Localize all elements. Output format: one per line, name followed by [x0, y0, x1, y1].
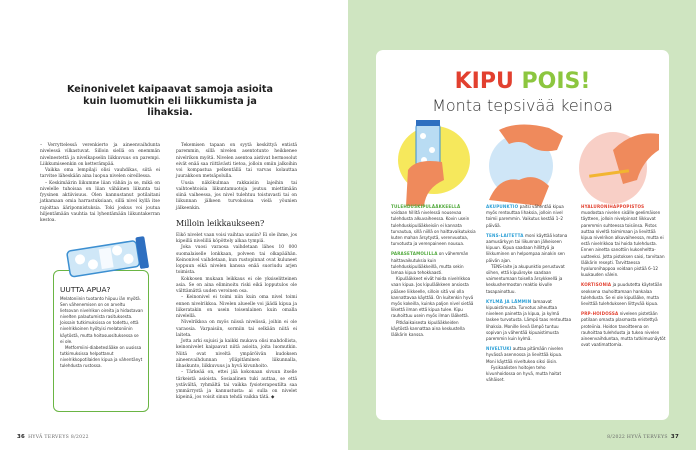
column-physical-therapy	[486, 204, 572, 387]
lead-paracetamol: PARASETAMOLILLA	[391, 251, 438, 257]
body-column-1	[40, 143, 160, 224]
text: ja puudutetta käytetään seoksena rauhoittamaan hankalaa tulehdusta. Se ei ole kipulääke, mutta lievittää tulehdukseen liittyvää kipua.	[581, 282, 663, 307]
card-title	[376, 70, 669, 94]
lead-cold-heat: KYLMÄ JA LÄMMIN	[486, 298, 532, 304]
folio-left	[14, 434, 89, 440]
lead-prp: PRP-HOIDOSSA	[581, 311, 619, 317]
text: lamaavat kipuaistimusta. Turvotus aiheuttaa niveleen painetta ja kipua, ja kylmä laskee turvotusta. Lämpö taas rentouttaa lihaksia. Monille lievä lämpö tuntuu sopivan ja vähentää kipuaistimusta paremmin kuin kylmä.	[486, 298, 572, 342]
text: muodostaa nivelen sisälle geelimäisen täytteen, jolloin nivelpinnat liikkuvat paremmin suhteessa toisiinsa. Pistos auttaa niveltä toimimaan ja lievittää kipua nivelrikon alkuvaiheessa, mutta ei estä nivelrikkoa tai hoida tulehdusta. Ennen ainetta sanottiin kukonhelttauutteeksi. Jotta pistoksen saisi, tarvitaan lääkärin resepti. Tarvittaessa hyaluronihappoa voidaan pistää 6–12 kuukauden välein.	[581, 210, 665, 278]
paragraph: – Keinonivel ei toimi niin kuin oma nivel toimi ennen nivelrikkoa. Nivelen alueelle voi jäädä kipua ja liikeratakin on usein toisenlainen kuin omalla nivelellä.	[176, 295, 297, 319]
box-paragraph: Metformiini-diabeteslääke on uusissa tutkimuksissa helpottanut nivelrikkopotilaiden kipua ja vähentänyt tulehdusta rustossa.	[60, 344, 143, 369]
text: moni käyttää kotona aamusärkyyn tai liikunnan jälkeiseen kipuun. Kipua saadaan hillittyä ja liikkuminen on helpompaa ainakin sen päivän ajan.	[486, 232, 568, 263]
folio-right	[607, 434, 682, 440]
paragraph: – Verryttelessä verenkierto ja aineenvaihdunta nivelessä vilkastuvat. Silloin siellä on enemmän nivelnestettä ja nivelkapselin liikkuvuus on parempi. Liikkumiseenkin on ketterämpää.	[40, 143, 160, 167]
text: on vähemmän haittavaikutuksia kuin tulehduskipulääkkeillä, mutta sekin lamaa kipua tehokkaasti.	[391, 251, 469, 276]
lead-tens: TENS-LAITETTA	[486, 232, 524, 238]
paragraph: Kokkosen mukaan leikkaus ei ole yksiselitteinen asia. Se on aina eliminoitu riski eikä lopputulos ole välttämättä uuden veroinen osa.	[176, 276, 297, 294]
page-number: 36	[17, 434, 26, 440]
text: auttaa pitämään nivelen hyvässä asennossa ja lievittää kipua. Moni käyttää niveltukea siksi öisin.	[486, 346, 564, 364]
column-medication	[391, 204, 477, 342]
paragraph: Eikö nivelet vaan voisi vaihtaa uusiin? Ei ole ihme, jos kipeillä nivelillä köpöttely alkaa tympiä.	[176, 232, 297, 244]
hand-holding-pills-illustration	[386, 110, 476, 210]
paragraph: – Tärkeää on, ettei jää kokonaan sivuun itselle tärkeistä asioista. Sosiaalinen tuki auttaa, se että ystävältä, ryhmältä tai vaikka fysioterapeutilta saa ymmärrystä ja kannustusta: ai sulla on nivelet kipeinä, jos voisit sinun tehdä vaikka tätä. ◆	[176, 370, 297, 401]
magazine-issue: HYVÄ TERVEYS 8/2022	[28, 435, 89, 440]
sidebar-box-new-help	[53, 270, 149, 412]
paragraph: Tekemisen tapaan on syytä keskittyä entistä paremmin, sillä nivelen asentotunto heikkenee nivelrikon myötä. Nivelen asentoa aistivat hermosolut eivät enää saa riittävästi tietoa, jolloin omiin jalkoihin voi kompastua pelkentällä tai varvas kolauttaa juurakkoon metsäpolulla.	[176, 143, 297, 180]
paragraph: Fysikaalisten hoitojen teho kivunhoidossa on hyvä, mutta haitat vähäiset.	[486, 364, 562, 383]
title-pois: POIS!	[521, 69, 591, 94]
paragraph: – Keskimäärin liikumme liian vähän ja se, mikä on nivelelle tuhoisaa on liian vähäinen liikunta tai fyysinen aktiivisuus. Olen kannustanut potilaitani jatkamaan omia harrastuksiaan, sillä nivel kyllä itse rajoittaa ääriponnistuksia. Toki joskus voi joutua hiljentämään vauhtia tai lyhentämään liikuntakerran kestoa.	[40, 180, 160, 223]
paragraph: Nivelrikkoa on myös niissä nivelissä, joihin ei ole varaosia. Varpaisiin, sormiin tai selkään niitä ei laiteta.	[176, 320, 297, 338]
paragraph: TENS-laite ja akupunktio perustuvat siihen, että kipuärsyke saadaan vaimentumaan toisella ärsykkeellä ja keskushermoston reaktio kivulle tasapainottuu.	[486, 263, 565, 294]
title-kipu: KIPU	[454, 69, 514, 94]
paragraph: Vaikka oma lempilaji olisi vauhdikas, siitä ei tarvitse läheskään aina luopua nivelen oireillessa.	[40, 168, 160, 180]
magazine-issue: 8/2022 HYVÄ TERVEYS	[607, 435, 668, 440]
lead-acupuncture: AKUPUNKTIO	[486, 204, 519, 209]
text: paitsi vähentää kipua myös rentouttaa lihaksia, jolloin nivel toimii paremmin. Vaikutus kestää 1–2 päivää.	[486, 204, 564, 228]
body-column-2	[176, 143, 297, 402]
paragraph: Uusia näkökulmaa rakkaisiin lajeihin tai vaihtoehtoisia liikuntamuotoja joutuu miettimään siinä vaiheessa, jos nivel tulehtuu toistuvasti tai on liikunnan jälkeen turvoksissa vielä yöunien jälkeenkin.	[176, 180, 297, 211]
paragraph: Jotta arki sujuisi ja kaikki mukava olisi mahdollista, keinonivelet kaipaavat niitä asioita, joita luomutkin. Niitä ovat niveltä ympäröivän kudoksen aineenvaihdunnan ylläpitäminen liikunnalla, lihaskunto, liikkuvuus ja hyvä kivunhoito.	[176, 339, 297, 369]
page-number: 37	[670, 434, 679, 440]
box-title: UUTTA APUA?	[60, 285, 111, 294]
lead-hyaluronic: HYALURONIHAPPOPISTOS	[581, 204, 645, 209]
pain-relief-card	[376, 50, 669, 420]
lead-joint-support: NIVELTUKI	[486, 346, 512, 352]
paragraph: Joka vuosi varaosa vaihdetaan lähes 10 000 suomalaiselle lonkkaan, polveen tai olkapäähän. Keinonivel vaihdetaan, kun rustopinnat ovat kuluneet loppuun eikä nivelen kanssa enää suoriudu arjen toimista.	[176, 245, 297, 276]
subheading: Milloin leikkaukseen?	[176, 218, 265, 228]
column-injections	[581, 204, 667, 352]
paragraph: Kipulääkkeet eivät hoida nivelrikkoa vaan kipua. Jos kipulääkkeen ansiosta pääsee liikkeelle, silloin sitä voi olla kannattavaa käyttää. On kuitenkin hyvä myös kokeilla, kuinka paljon nivel sietää liikettä ilman että kipua tulee. Kipu rauhoittuu usein myös ilman lääkettä.	[391, 276, 474, 319]
lead-cortisone: KORTISONIA	[581, 282, 612, 288]
article-headline: Keinonivelet kaipaavat samoja asioita kuin luomutkin eli liikkumista ja lihaksia.	[67, 84, 273, 118]
acupuncture-hands-illustration	[479, 110, 569, 210]
paragraph: Pitkäaikaisesta kipulääkkeiden käytöstä kannattaa aina keskustella lääkärin kanssa.	[391, 319, 465, 338]
card-subtitle: Monta tepsivää keinoa	[432, 96, 613, 115]
lead-anti-inflammatory: TULEHDUSKIPULÄÄKKEELLÄ	[391, 204, 461, 209]
box-paragraph: Melatoniinin tuotanto hiipuu iän myötä. Sen vähenemisen on on arveltu lietsovan nivelrikon oireita ja hidastavan nivelten palautumista rasituksesta. Joissain tutkimuksissa on todettu, että nivelrikkoinen hyötyisi melatoniinin käytöstä, mutta hoitosuosituksessa se ei ole.	[60, 296, 143, 344]
text: voidaan hillitä nivelessä nousevaa tulehdusta alkuvaiheessa. Kovin usein tulehduskipulääkkeisiin ei kannata turvautua, sillä niillä on haittavaikutuksia kuten mahan ärsytystä, verenvuotoa, turvotusta ja verenpaineen nousua.	[391, 210, 476, 247]
injection-hand-illustration	[573, 110, 663, 210]
text: niveleen pistetään potilaan omasta plasmasta eristettyä proteiinia. Hoidon tavoitteena on rauhoittaa tulehdusta ja tukea nivelen aineenvaihduntaa, mutta tutkimusnäytöt ovat vaatimattomia.	[581, 311, 666, 348]
